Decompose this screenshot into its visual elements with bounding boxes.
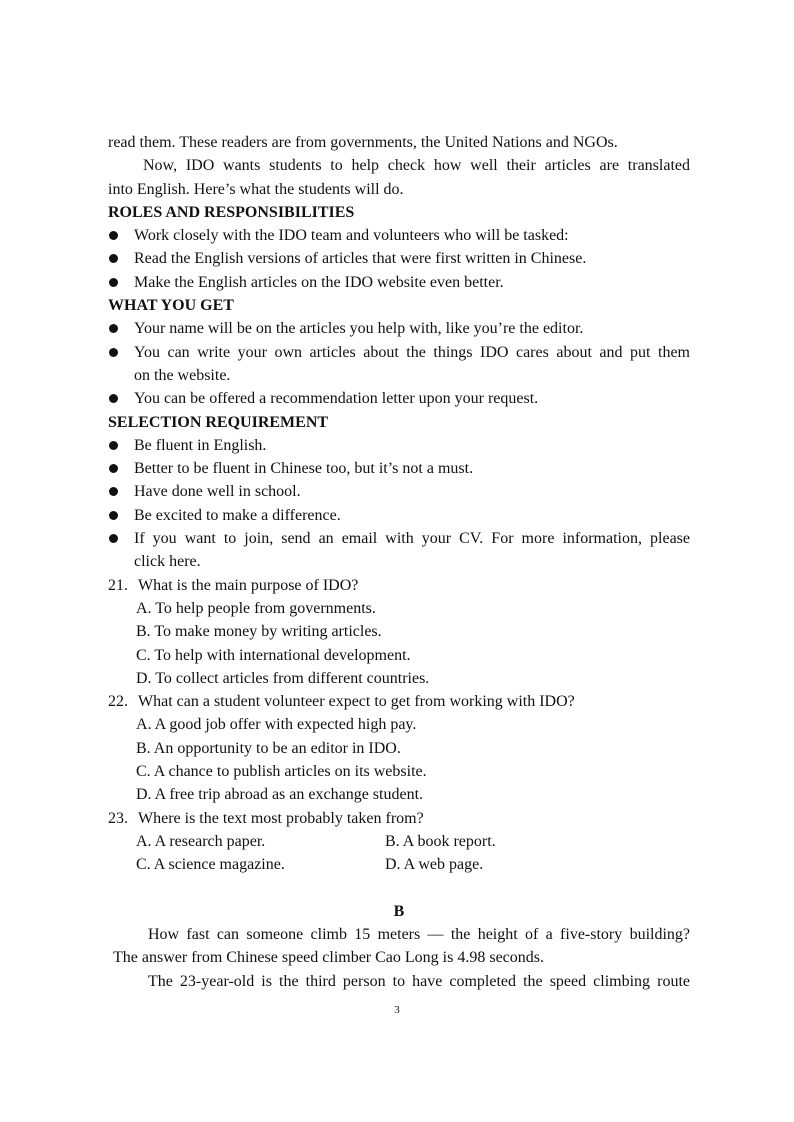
option-b[interactable]: B. A book report. [385, 832, 496, 850]
option-c[interactable]: C. To help with international development. [136, 646, 411, 664]
list-item: Make the English articles on the IDO website even better. [108, 271, 690, 294]
spacer [108, 877, 690, 900]
option-d[interactable]: D. A free trip abroad as an exchange student. [136, 786, 424, 804]
passage-line: How fast can someone climb 15 meters — the height of a five-story building? [148, 926, 690, 944]
bullet-icon [109, 534, 118, 543]
passage-line: The 23-year-old is the third person to have completed the speed climbing route [148, 972, 690, 990]
list-item: Read the English versions of articles that were first written in Chinese. [108, 247, 690, 270]
question-21 [108, 574, 690, 597]
option-row [108, 830, 690, 853]
option-c[interactable]: C. A chance to publish articles on its website. [136, 763, 427, 781]
intro-paragraph-line: into English. Here’s what the students will do. [108, 180, 404, 198]
list-item: Work closely with the IDO team and volunteers who will be tasked: [108, 224, 690, 247]
question-23 [108, 807, 690, 830]
intro-line: read them. These readers are from governments, the United Nations and NGOs. [108, 134, 618, 151]
bullet-icon [109, 394, 118, 403]
option-c[interactable]: C. A science magazine. [136, 856, 285, 874]
question-number: 23. [108, 809, 128, 827]
option-b[interactable]: B. To make money by writing articles. [136, 623, 382, 641]
question-stem: What can a student volunteer expect to get from working with IDO? [138, 693, 575, 711]
passage-b [113, 923, 690, 993]
option-row [108, 853, 690, 876]
bullet-icon [109, 254, 118, 263]
bullet-icon [109, 487, 118, 496]
question-stem: What is the main purpose of IDO? [138, 576, 359, 594]
page-number: 3 [394, 1004, 400, 1016]
bullet-icon [109, 231, 118, 240]
question-stem: Where is the text most probably taken from? [138, 809, 424, 827]
list-item: Better to be fluent in Chinese too, but it’s not a must. [108, 457, 690, 480]
bullet-icon [109, 278, 118, 287]
roles-heading: ROLES AND RESPONSIBILITIES [108, 203, 355, 221]
option-a[interactable]: A. A good job offer with expected high pay. [136, 716, 417, 734]
list-item: You can write your own articles about the things IDO cares about and put them [108, 341, 690, 364]
bullet-icon [109, 324, 118, 333]
question-number: 21. [108, 576, 128, 594]
get-heading: WHAT YOU GET [108, 297, 234, 315]
option-d[interactable]: D. A web page. [385, 856, 484, 874]
bullet-icon [109, 511, 118, 520]
passage-label: B [393, 902, 405, 920]
intro-paragraph-line: Now, IDO wants students to help check how well their articles are translated [143, 157, 690, 175]
list-item: You can be offered a recommendation letter upon your request. [108, 387, 690, 410]
question-number: 22. [108, 693, 128, 711]
list-item: Have done well in school. [108, 480, 690, 503]
bullet-icon [109, 464, 118, 473]
option-a[interactable]: A. To help people from governments. [136, 599, 376, 617]
list-item: If you want to join, send an email with your CV. For more information, please [108, 527, 690, 550]
list-item-continuation: on the website. [134, 366, 231, 384]
selection-heading: SELECTION REQUIREMENT [108, 413, 329, 431]
option-b[interactable]: B. An opportunity to be an editor in IDO. [136, 739, 401, 757]
option-d[interactable]: D. To collect articles from different countries. [136, 669, 430, 687]
bullet-icon [109, 441, 118, 450]
option-a[interactable]: A. A research paper. [136, 832, 266, 850]
list-item: Be fluent in English. [108, 434, 690, 457]
bullet-icon [109, 348, 118, 357]
list-item: Be excited to make a difference. [108, 504, 690, 527]
click-here-link[interactable]: click here. [134, 553, 201, 571]
passage-line: The answer from Chinese speed climber Cao Long is 4.98 seconds. [113, 949, 545, 967]
question-22 [108, 690, 690, 713]
exam-page [108, 131, 690, 993]
list-item: Your name will be on the articles you help with, like you’re the editor. [108, 317, 690, 340]
